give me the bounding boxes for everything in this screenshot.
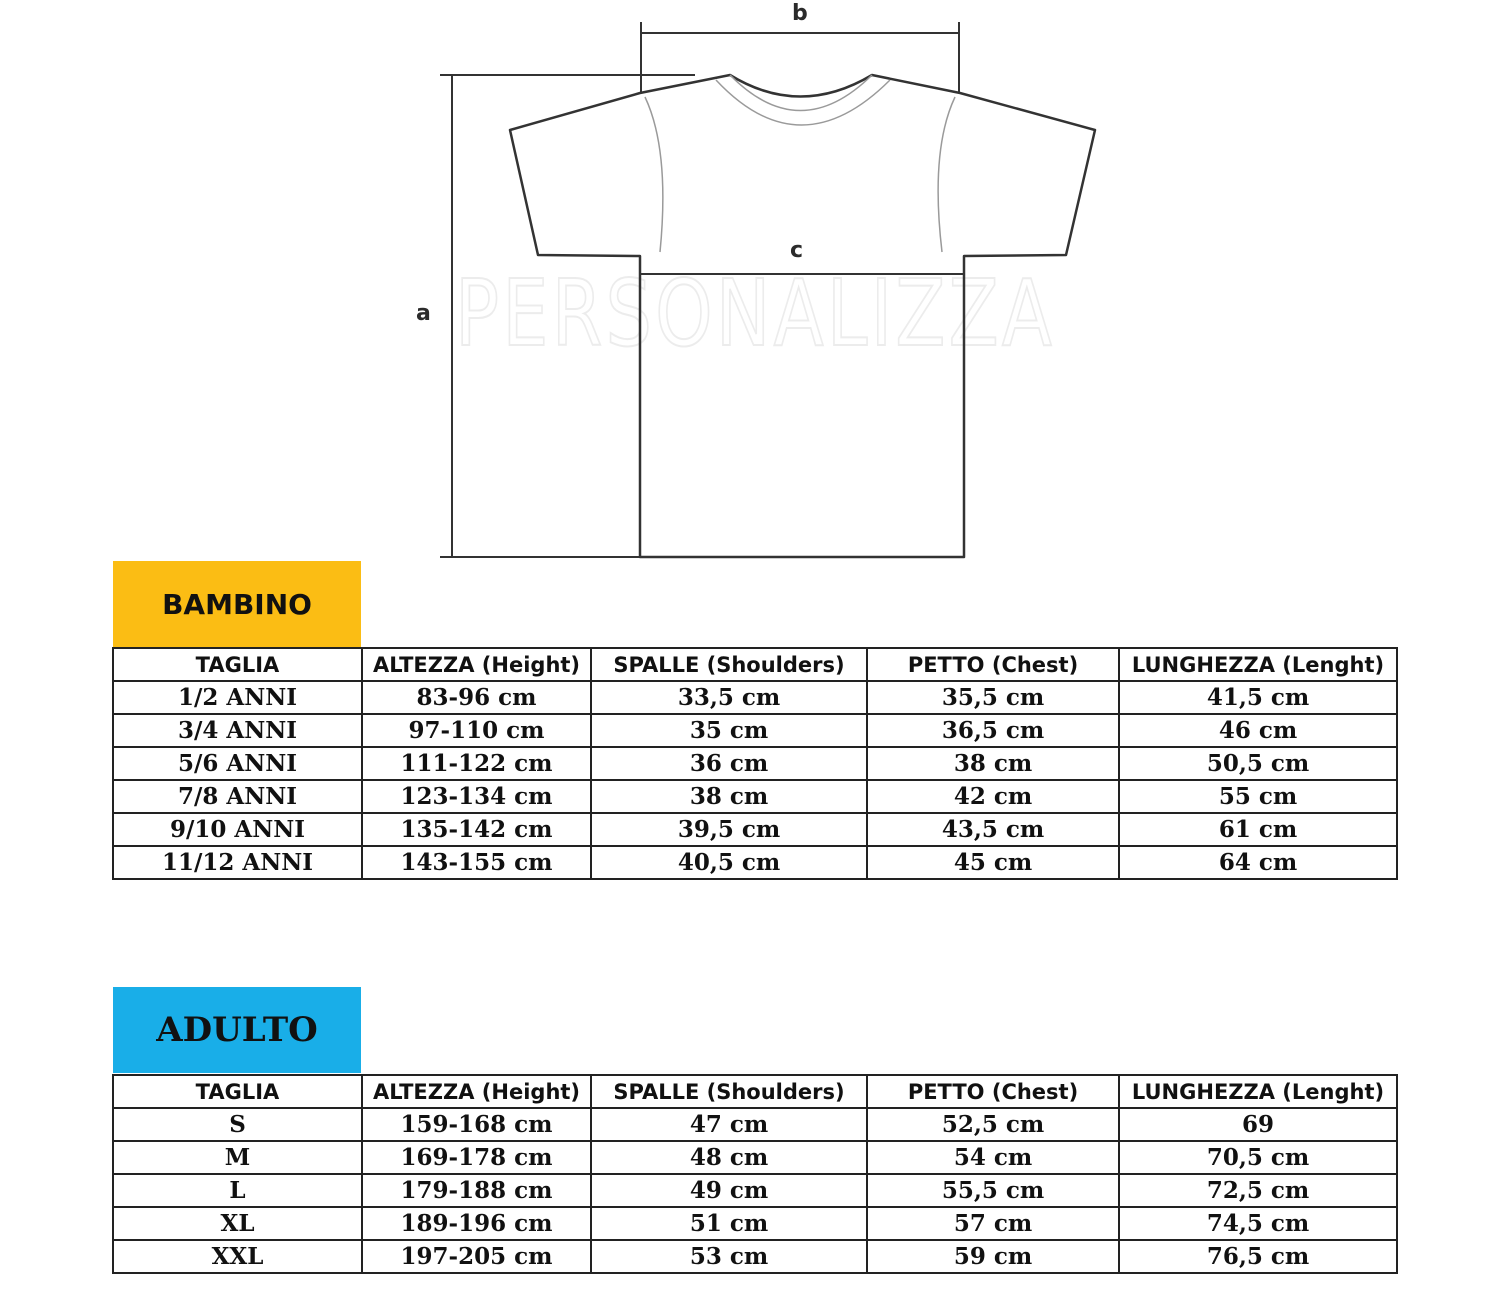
column-header-spalle: SPALLE (Shoulders) <box>591 1075 867 1108</box>
cell-taglia: S <box>113 1108 362 1141</box>
cell-lunghezza: 74,5 cm <box>1119 1207 1397 1240</box>
dimension-c-label: c <box>790 238 804 263</box>
cell-spalle: 35 cm <box>591 714 867 747</box>
column-header-taglia: TAGLIA <box>113 1075 362 1108</box>
cell-taglia: 3/4 ANNI <box>113 714 362 747</box>
cell-altezza: 179-188 cm <box>362 1174 591 1207</box>
cell-spalle: 39,5 cm <box>591 813 867 846</box>
cell-altezza: 123-134 cm <box>362 780 591 813</box>
table-row <box>113 1108 1397 1141</box>
cell-lunghezza: 61 cm <box>1119 813 1397 846</box>
cell-taglia: 5/6 ANNI <box>113 747 362 780</box>
cell-altezza: 83-96 cm <box>362 681 591 714</box>
cell-petto: 52,5 cm <box>867 1108 1119 1141</box>
cell-taglia: XXL <box>113 1240 362 1273</box>
cell-taglia: 1/2 ANNI <box>113 681 362 714</box>
tshirt-measurement-diagram <box>0 0 1500 570</box>
table-row <box>113 813 1397 846</box>
cell-lunghezza: 46 cm <box>1119 714 1397 747</box>
cell-lunghezza: 50,5 cm <box>1119 747 1397 780</box>
column-header-lunghezza: LUNGHEZZA (Lenght) <box>1119 648 1397 681</box>
cell-spalle: 47 cm <box>591 1108 867 1141</box>
cell-spalle: 53 cm <box>591 1240 867 1273</box>
table-row <box>113 714 1397 747</box>
cell-taglia: XL <box>113 1207 362 1240</box>
adulto-title: ADULTO <box>156 1010 318 1050</box>
cell-taglia: L <box>113 1174 362 1207</box>
cell-petto: 57 cm <box>867 1207 1119 1240</box>
cell-lunghezza: 64 cm <box>1119 846 1397 879</box>
bambino-title: BAMBINO <box>162 587 312 621</box>
cell-altezza: 169-178 cm <box>362 1141 591 1174</box>
cell-spalle: 33,5 cm <box>591 681 867 714</box>
column-header-altezza: ALTEZZA (Height) <box>362 648 591 681</box>
dimension-b-label: b <box>792 1 808 26</box>
cell-altezza: 97-110 cm <box>362 714 591 747</box>
cell-petto: 36,5 cm <box>867 714 1119 747</box>
cell-taglia: M <box>113 1141 362 1174</box>
column-header-altezza: ALTEZZA (Height) <box>362 1075 591 1108</box>
cell-petto: 59 cm <box>867 1240 1119 1273</box>
cell-petto: 45 cm <box>867 846 1119 879</box>
cell-lunghezza: 70,5 cm <box>1119 1141 1397 1174</box>
cell-lunghezza: 72,5 cm <box>1119 1174 1397 1207</box>
cell-altezza: 111-122 cm <box>362 747 591 780</box>
adulto-section-header <box>113 987 361 1073</box>
cell-altezza: 189-196 cm <box>362 1207 591 1240</box>
cell-petto: 55,5 cm <box>867 1174 1119 1207</box>
table-row <box>113 1240 1397 1273</box>
table-header-row <box>113 648 1397 681</box>
cell-altezza: 197-205 cm <box>362 1240 591 1273</box>
cell-petto: 54 cm <box>867 1141 1119 1174</box>
cell-spalle: 51 cm <box>591 1207 867 1240</box>
column-header-petto: PETTO (Chest) <box>867 1075 1119 1108</box>
cell-spalle: 49 cm <box>591 1174 867 1207</box>
bambino-section-header <box>113 561 361 647</box>
table-row <box>113 846 1397 879</box>
cell-petto: 38 cm <box>867 747 1119 780</box>
column-header-taglia: TAGLIA <box>113 648 362 681</box>
cell-taglia: 11/12 ANNI <box>113 846 362 879</box>
cell-lunghezza: 69 <box>1119 1108 1397 1141</box>
cell-spalle: 40,5 cm <box>591 846 867 879</box>
table-row <box>113 747 1397 780</box>
column-header-lunghezza: LUNGHEZZA (Lenght) <box>1119 1075 1397 1108</box>
cell-altezza: 135-142 cm <box>362 813 591 846</box>
cell-petto: 43,5 cm <box>867 813 1119 846</box>
table-header-row <box>113 1075 1397 1108</box>
watermark-text: PERSONALIZZA <box>455 260 1055 367</box>
column-header-petto: PETTO (Chest) <box>867 648 1119 681</box>
cell-lunghezza: 76,5 cm <box>1119 1240 1397 1273</box>
cell-spalle: 48 cm <box>591 1141 867 1174</box>
cell-lunghezza: 41,5 cm <box>1119 681 1397 714</box>
column-header-spalle: SPALLE (Shoulders) <box>591 648 867 681</box>
bambino-size-table <box>112 647 1398 880</box>
cell-taglia: 7/8 ANNI <box>113 780 362 813</box>
dimension-a-label: a <box>416 301 431 326</box>
cell-spalle: 38 cm <box>591 780 867 813</box>
adulto-size-table <box>112 1074 1398 1274</box>
table-row <box>113 1207 1397 1240</box>
table-row <box>113 1141 1397 1174</box>
table-row <box>113 1174 1397 1207</box>
cell-altezza: 143-155 cm <box>362 846 591 879</box>
cell-taglia: 9/10 ANNI <box>113 813 362 846</box>
cell-altezza: 159-168 cm <box>362 1108 591 1141</box>
cell-spalle: 36 cm <box>591 747 867 780</box>
cell-petto: 35,5 cm <box>867 681 1119 714</box>
table-row <box>113 681 1397 714</box>
tshirt-seams <box>645 75 955 252</box>
cell-lunghezza: 55 cm <box>1119 780 1397 813</box>
cell-petto: 42 cm <box>867 780 1119 813</box>
table-row <box>113 780 1397 813</box>
